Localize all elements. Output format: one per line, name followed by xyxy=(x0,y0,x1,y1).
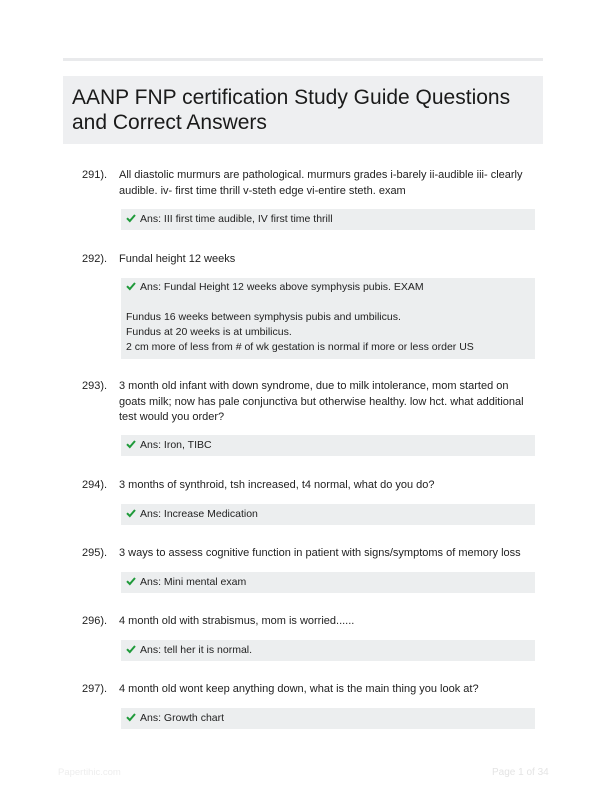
answer-box xyxy=(121,209,535,230)
footer-watermark: Papertihic.com xyxy=(58,767,121,778)
answer-box xyxy=(121,572,535,593)
answer-note: Fundus at 20 weeks is at umbilicus. xyxy=(126,326,292,338)
answer-text: Ans: III first time audible, IV first time thrill xyxy=(140,213,333,225)
answer-note: 2 cm more of less from # of wk gestation is normal if more or less order US xyxy=(126,341,474,353)
answer-text: Ans: Mini mental exam xyxy=(140,576,247,588)
page-indicator: Page 1 of 34 xyxy=(492,767,549,778)
answer-text: Ans: Iron, TIBC xyxy=(140,439,212,451)
answer-note: Fundus 16 weeks between symphysis pubis and umbilicus. xyxy=(126,311,401,323)
check-icon xyxy=(126,644,136,654)
question-number: 292). xyxy=(82,253,108,265)
check-icon xyxy=(126,508,136,518)
answer-text: Ans: Growth chart xyxy=(140,712,225,724)
check-icon xyxy=(126,439,136,449)
question-text: 4 month old with strabismus, mom is worried...... xyxy=(119,615,355,627)
answer-box xyxy=(121,278,535,359)
question-number: 291). xyxy=(82,169,108,181)
check-icon xyxy=(126,712,136,722)
question-number: 295). xyxy=(82,547,108,559)
answer-box xyxy=(121,708,535,729)
page-title: AANP FNP certification Study Guide Questions and Correct Answers xyxy=(72,86,511,134)
top-divider xyxy=(63,58,543,61)
question-text: 3 month old infant with down syndrome, due to milk intolerance, mom started on goats milk; now has pale conjunctiva but otherwise healthy. low hct. what additional test would you order? xyxy=(119,380,524,423)
check-icon xyxy=(126,213,136,223)
title-banner xyxy=(63,76,543,144)
answer-text: Ans: Fundal Height 12 weeks above symphysis pubis. EXAM xyxy=(140,281,424,293)
question-number: 294). xyxy=(82,479,108,491)
check-icon xyxy=(126,281,136,291)
question-number: 297). xyxy=(82,683,108,695)
answer-box xyxy=(121,435,535,456)
answer-notes xyxy=(126,310,529,355)
question-text: All diastolic murmurs are pathological. murmurs grades i-barely ii-audible iii- clearly audible. iv- first time thrill v-steth edge vi-entire steth. exam xyxy=(119,169,523,197)
answer-box xyxy=(121,504,535,525)
question-text: 3 months of synthroid, tsh increased, t4 normal, what do you do? xyxy=(119,479,435,491)
question-text: 4 month old wont keep anything down, what is the main thing you look at? xyxy=(119,683,479,695)
check-icon xyxy=(126,576,136,586)
answer-text: Ans: Increase Medication xyxy=(140,508,258,520)
question-text: 3 ways to assess cognitive function in patient with signs/symptoms of memory loss xyxy=(119,547,521,559)
answer-text: Ans: tell her it is normal. xyxy=(140,644,253,656)
answer-box xyxy=(121,640,535,661)
question-number: 296). xyxy=(82,615,108,627)
question-text: Fundal height 12 weeks xyxy=(119,253,236,265)
question-number: 293). xyxy=(82,380,108,392)
